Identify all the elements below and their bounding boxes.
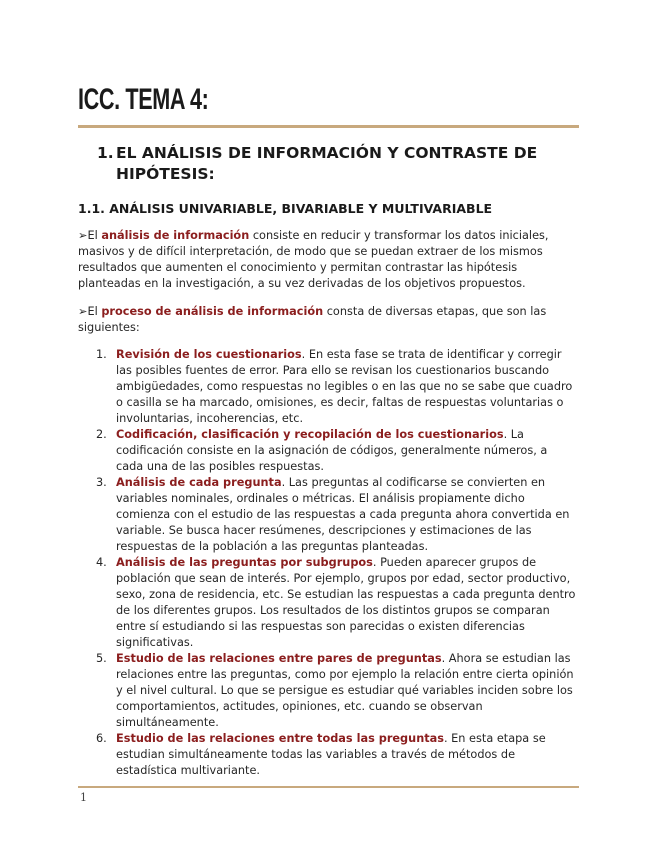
list-item [78,731,578,779]
list-item [78,651,578,731]
section-title: EL ANÁLISIS DE INFORMACIÓN Y CONTRASTE DE HIPÓTESIS: [116,144,538,183]
list-item-text: . En esta fase se trata de identificar y corregir las posibles fuentes de error. Para ello se revisan los cuestionarios buscando ambigüedades, como respuestas no legibles o en las que no se sabe que cuadro o casilla se ha marcado, omisiones, es decir, faltas de respuestas voluntarias o involuntarias, incoherencias, etc. [116,348,573,425]
list-item-text: . Las preguntas al codificarse se convierten en variables nominales, ordinales o métricas. El análisis propiamente dicho comienza con el estudio de las respuestas a cada pregunta ahora convertida en variable. Se busca hacer resúmenes, descripciones y estimaciones de las respuestas de la población a las preguntas planteadas. [116,476,570,553]
paragraph-lead: El [87,305,102,318]
paragraph-body: consiste en reducir y transformar los datos iniciales, masivos y de difícil interpretación, de modo que se puedan extraer de los mismos resultados que aumenten el conocimiento y permitan contrastar las hipótesis planteadas en la investigación, a su vez derivadas de los objetivos propuestos. [78,229,549,290]
list-item-term: Estudio de las relaciones entre pares de preguntas [116,652,442,665]
list-item-number: 5. [96,652,107,665]
process-steps-list [78,347,578,779]
list-item-number: 6. [96,732,107,745]
document-title: ICC. TEMA 4: [78,83,209,116]
page-number: 1 [80,791,87,804]
list-item-number: 3. [96,476,107,489]
paragraph-lead: El [87,229,102,242]
list-item [78,475,578,555]
list-item-term: Codificación, clasificación y recopilación de los cuestionarios [116,428,504,441]
list-item [78,347,578,427]
list-item-number: 2. [96,428,107,441]
list-item-term: Revisión de los cuestionarios [116,348,302,361]
subsection-heading: 1.1. ANÁLISIS UNIVARIABLE, BIVARIABLE Y MULTIVARIABLE [78,201,493,216]
list-item-term: Análisis de las preguntas por subgrupos [116,556,373,569]
paragraph-body: consta de diversas etapas, que son las siguientes: [78,305,547,334]
list-item-number: 4. [96,556,107,569]
footer-divider [78,786,579,788]
list-item-text: . Pueden aparecer grupos de población que sean de interés. Por ejemplo, grupos por edad, sector productivo, sexo, zona de residencia, etc. Se estudian las respuestas a cada pregunta dentro de los diferentes grupos. Los resultados de los distintos grupos se comparan entre sí estudiando si las respuestas son parecidas o existen diferencias significativas. [116,556,576,649]
list-item-text: . Ahora se estudian las relaciones entre las preguntas, como por ejemplo la relación entre cierta opinión y el nivel cultural. Lo que se persigue es estudiar qué variables inciden sobre los comportamientos, actitudes, opiniones, etc. cuando se observan simultáneamente. [116,652,574,729]
list-item [78,427,578,475]
section-heading [97,143,567,185]
list-item [78,555,578,651]
section-number: 1. [97,144,114,162]
paragraph-analysis-process [78,304,578,336]
list-item-term: Estudio de las relaciones entre todas las preguntas [116,732,444,745]
list-item-number: 1. [96,348,107,361]
paragraph-analysis-definition [78,228,578,292]
arrow-bullet-icon: ➢ [78,229,88,242]
arrow-bullet-icon: ➢ [78,305,88,318]
highlighted-term: análisis de información [101,229,250,242]
highlighted-term: proceso de análisis de información [101,305,324,318]
title-divider [78,125,579,128]
list-item-text: . La codificación consiste en la asignación de códigos, generalmente números, a cada una de las posibles respuestas. [116,428,548,473]
list-item-term: Análisis de cada pregunta [116,476,282,489]
list-item-text: . En esta etapa se estudian simultáneamente todas las variables a través de métodos de estadística multivariante. [116,732,546,777]
